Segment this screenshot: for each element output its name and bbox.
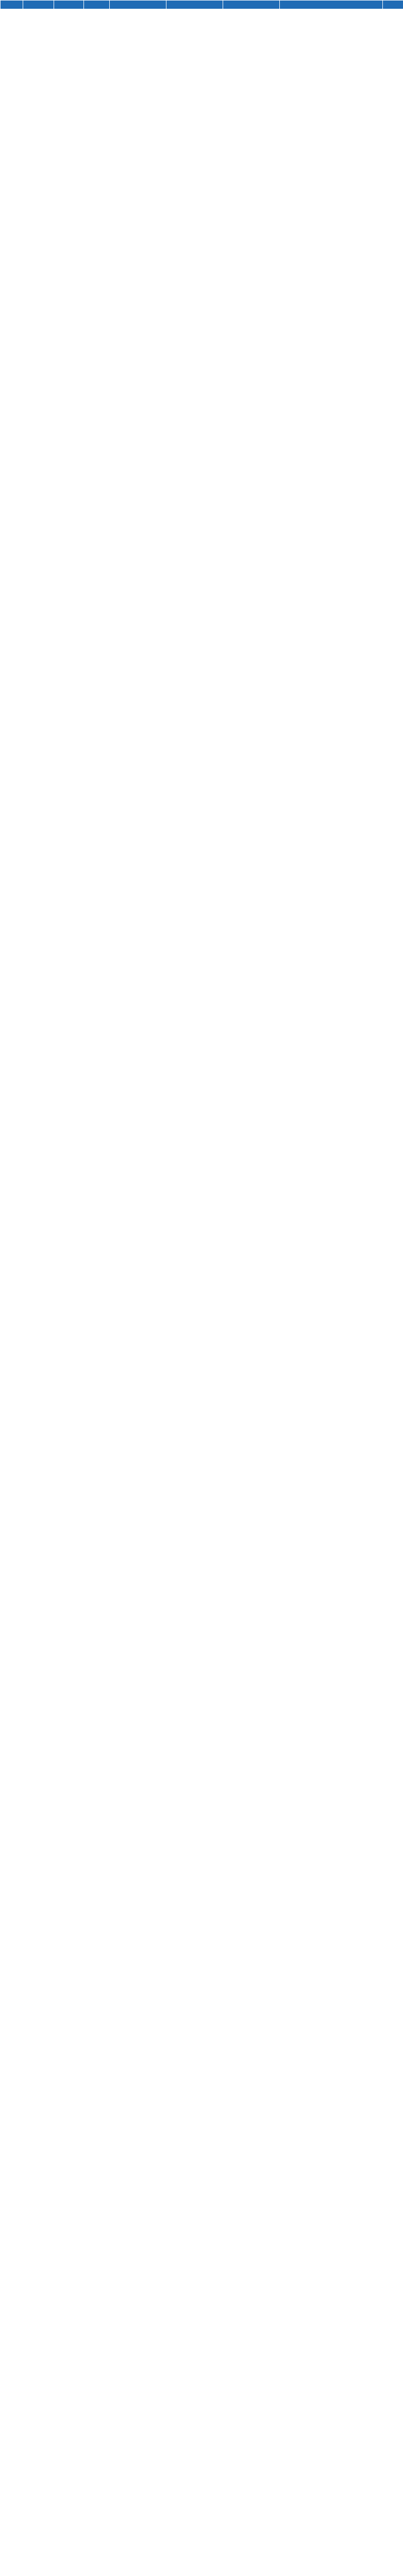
header-cell xyxy=(383,1,403,9)
parts-compatibility-table xyxy=(0,0,403,9)
header-cell xyxy=(84,1,110,9)
header-cell xyxy=(23,1,54,9)
header-cell xyxy=(166,1,223,9)
header-cell xyxy=(223,1,280,9)
header-cell xyxy=(110,1,166,9)
header-cell xyxy=(54,1,84,9)
table-header-row xyxy=(1,1,403,9)
header-cell xyxy=(1,1,23,9)
header-cell xyxy=(280,1,383,9)
